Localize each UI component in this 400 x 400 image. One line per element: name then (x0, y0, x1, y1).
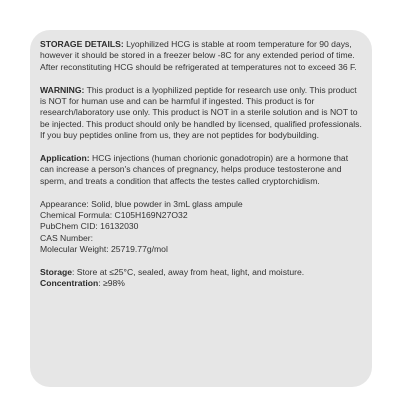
product-info-card (30, 30, 372, 387)
warning-text: This product is a lyophilized peptide for research use only. This product is NOT for human use and can be harmful if ingested. This product is for research/laboratory use only. This product is NOT in a sterile solution and is NOT to be injected. This product should only be handled by licensed, qualified professionals. If you buy peptides online from us, they are not peptides for bodybuilding. (40, 84, 362, 141)
concentration-text: : ≥98% (98, 278, 125, 289)
storage-text: : Store at ≤25°C, sealed, away from heat, light, and moisture. (72, 267, 305, 278)
specifications-section (40, 199, 364, 256)
spec-pubchem-cid: PubChem CID: 16132030 (40, 221, 139, 232)
spec-molecular-weight: Molecular Weight: 25719.77g/mol (40, 244, 168, 255)
spec-chemical-formula: Chemical Formula: C105H169N27O32 (40, 210, 188, 221)
application-section (40, 153, 364, 187)
concentration-label: Concentration (40, 278, 99, 289)
storage-details-text: Lyophilized HCG is stable at room temperature for 90 days, however it should be stored in a freezer below -8C for any extended period of time. After reconstituting HCG should be refrigerated at temperatures not to exceed 36 F. (40, 39, 357, 72)
application-label: Application: (40, 153, 90, 164)
storage-details-section (40, 39, 364, 73)
storage-details-label: STORAGE DETAILS: (40, 39, 124, 49)
spec-appearance: Appearance: Solid, blue powder in 3mL glass ampule (40, 198, 243, 209)
application-text: HCG injections (human chorionic gonadotropin) are a hormone that can increase a person's chances of pregnancy, helps produce testosterone and sperm, and treats a condition that affects the testes called cryptorchidism. (40, 153, 349, 186)
warning-label: WARNING: (40, 84, 85, 95)
concentration-section (40, 278, 364, 289)
warning-section (40, 85, 364, 142)
storage-label: Storage (40, 267, 72, 278)
storage-section (40, 267, 364, 278)
spec-cas-number: CAS Number: (40, 232, 94, 243)
